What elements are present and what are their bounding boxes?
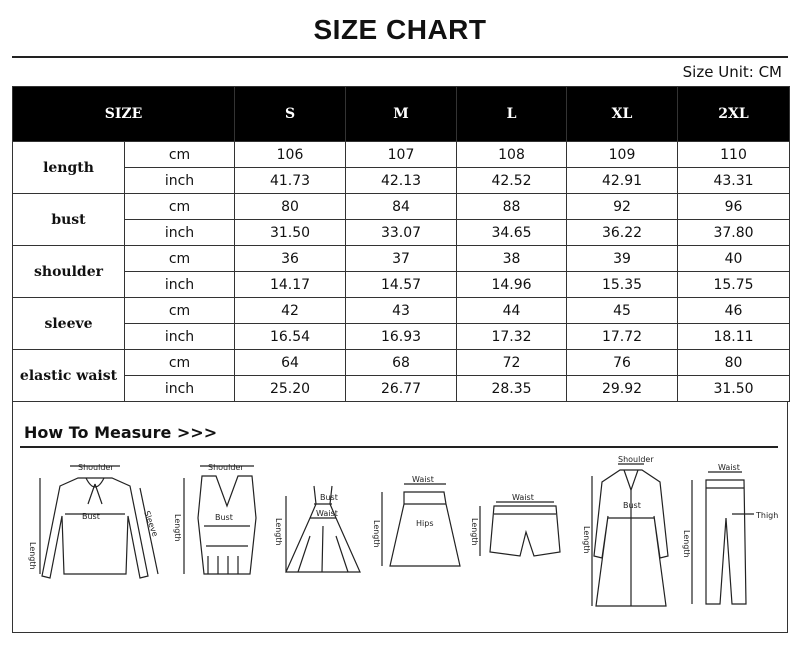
value-cell: 106 bbox=[235, 142, 346, 168]
size-chart-table bbox=[12, 86, 790, 402]
measurement-name: shoulder bbox=[13, 246, 125, 298]
size-column-header: XL bbox=[567, 87, 678, 142]
unit-cell: inch bbox=[125, 376, 235, 402]
trousers-illustration bbox=[682, 463, 778, 604]
waist-label: Waist bbox=[412, 475, 434, 484]
table-row bbox=[13, 168, 790, 194]
shoulder-label: Shoulder bbox=[78, 463, 114, 472]
value-cell: 36 bbox=[235, 246, 346, 272]
shorts-illustration bbox=[470, 493, 560, 556]
coat-illustration bbox=[582, 456, 668, 606]
value-cell: 76 bbox=[567, 350, 678, 376]
length-label: Length bbox=[582, 526, 591, 554]
garment-illustrations bbox=[20, 456, 780, 626]
how-to-measure-title: How To Measure >>> bbox=[24, 423, 218, 442]
shoulder-label: Shoulder bbox=[208, 463, 244, 472]
bust-label: Bust bbox=[215, 513, 233, 522]
table-row bbox=[13, 324, 790, 350]
length-label: Length bbox=[28, 542, 37, 570]
value-cell: 16.54 bbox=[235, 324, 346, 350]
value-cell: 42.91 bbox=[567, 168, 678, 194]
value-cell: 42.52 bbox=[457, 168, 567, 194]
value-cell: 15.35 bbox=[567, 272, 678, 298]
value-cell: 45 bbox=[567, 298, 678, 324]
unit-cell: inch bbox=[125, 272, 235, 298]
value-cell: 46 bbox=[678, 298, 790, 324]
value-cell: 42.13 bbox=[346, 168, 457, 194]
value-cell: 107 bbox=[346, 142, 457, 168]
table-row bbox=[13, 246, 790, 272]
value-cell: 72 bbox=[457, 350, 567, 376]
value-cell: 14.57 bbox=[346, 272, 457, 298]
bust-label: Bust bbox=[623, 501, 641, 510]
value-cell: 43 bbox=[346, 298, 457, 324]
slip-dress-illustration bbox=[274, 486, 360, 572]
value-cell: 18.11 bbox=[678, 324, 790, 350]
value-cell: 84 bbox=[346, 194, 457, 220]
value-cell: 68 bbox=[346, 350, 457, 376]
hips-label: Hips bbox=[416, 519, 434, 528]
measurement-name: length bbox=[13, 142, 125, 194]
table-header-row bbox=[13, 87, 790, 142]
value-cell: 17.72 bbox=[567, 324, 678, 350]
value-cell: 16.93 bbox=[346, 324, 457, 350]
bust-label: Bust bbox=[82, 512, 100, 521]
value-cell: 29.92 bbox=[567, 376, 678, 402]
value-cell: 88 bbox=[457, 194, 567, 220]
value-cell: 40 bbox=[678, 246, 790, 272]
value-cell: 92 bbox=[567, 194, 678, 220]
length-label: Length bbox=[274, 518, 283, 546]
value-cell: 28.35 bbox=[457, 376, 567, 402]
size-unit-label: Size Unit: CM bbox=[682, 63, 782, 81]
unit-cell: inch bbox=[125, 220, 235, 246]
skirt-illustration bbox=[372, 475, 460, 566]
measurement-name: bust bbox=[13, 194, 125, 246]
measurement-name: elastic waist bbox=[13, 350, 125, 402]
value-cell: 26.77 bbox=[346, 376, 457, 402]
table-row bbox=[13, 298, 790, 324]
value-cell: 42 bbox=[235, 298, 346, 324]
sleeve-label: Sleeve bbox=[142, 509, 160, 538]
size-header: SIZE bbox=[13, 87, 235, 142]
page-title: SIZE CHART bbox=[313, 14, 487, 45]
measurement-name: sleeve bbox=[13, 298, 125, 350]
value-cell: 14.96 bbox=[457, 272, 567, 298]
length-label: Length bbox=[470, 518, 479, 546]
how-to-measure-divider bbox=[20, 446, 778, 448]
value-cell: 44 bbox=[457, 298, 567, 324]
shoulder-label: Shoulder bbox=[618, 456, 654, 464]
value-cell: 110 bbox=[678, 142, 790, 168]
table-row bbox=[13, 142, 790, 168]
unit-cell: inch bbox=[125, 324, 235, 350]
value-cell: 37.80 bbox=[678, 220, 790, 246]
unit-cell: cm bbox=[125, 194, 235, 220]
length-label: Length bbox=[372, 520, 381, 548]
value-cell: 109 bbox=[567, 142, 678, 168]
unit-cell: cm bbox=[125, 142, 235, 168]
table-row bbox=[13, 272, 790, 298]
table-row bbox=[13, 220, 790, 246]
value-cell: 43.31 bbox=[678, 168, 790, 194]
title-divider bbox=[12, 56, 788, 58]
value-cell: 31.50 bbox=[235, 220, 346, 246]
unit-cell: cm bbox=[125, 350, 235, 376]
value-cell: 31.50 bbox=[678, 376, 790, 402]
value-cell: 64 bbox=[235, 350, 346, 376]
table-row bbox=[13, 376, 790, 402]
unit-cell: cm bbox=[125, 246, 235, 272]
value-cell: 25.20 bbox=[235, 376, 346, 402]
waist-label: Waist bbox=[512, 493, 534, 502]
value-cell: 37 bbox=[346, 246, 457, 272]
value-cell: 80 bbox=[678, 350, 790, 376]
value-cell: 80 bbox=[235, 194, 346, 220]
size-column-header: M bbox=[346, 87, 457, 142]
value-cell: 17.32 bbox=[457, 324, 567, 350]
value-cell: 108 bbox=[457, 142, 567, 168]
length-label: Length bbox=[173, 514, 182, 542]
size-column-header: 2XL bbox=[678, 87, 790, 142]
table-row bbox=[13, 350, 790, 376]
value-cell: 34.65 bbox=[457, 220, 567, 246]
length-label: Length bbox=[682, 530, 691, 558]
thigh-label: Thigh bbox=[756, 511, 779, 520]
value-cell: 14.17 bbox=[235, 272, 346, 298]
waist-label: Waist bbox=[718, 463, 740, 472]
unit-cell: inch bbox=[125, 168, 235, 194]
size-column-header: L bbox=[457, 87, 567, 142]
value-cell: 15.75 bbox=[678, 272, 790, 298]
blouse-illustration bbox=[28, 463, 160, 578]
waist-label: Waist bbox=[316, 509, 338, 518]
tank-top-illustration bbox=[173, 463, 256, 574]
table-row bbox=[13, 194, 790, 220]
size-column-header: S bbox=[235, 87, 346, 142]
value-cell: 39 bbox=[567, 246, 678, 272]
value-cell: 36.22 bbox=[567, 220, 678, 246]
value-cell: 96 bbox=[678, 194, 790, 220]
value-cell: 41.73 bbox=[235, 168, 346, 194]
unit-cell: cm bbox=[125, 298, 235, 324]
bust-label: Bust bbox=[320, 493, 338, 502]
value-cell: 33.07 bbox=[346, 220, 457, 246]
value-cell: 38 bbox=[457, 246, 567, 272]
